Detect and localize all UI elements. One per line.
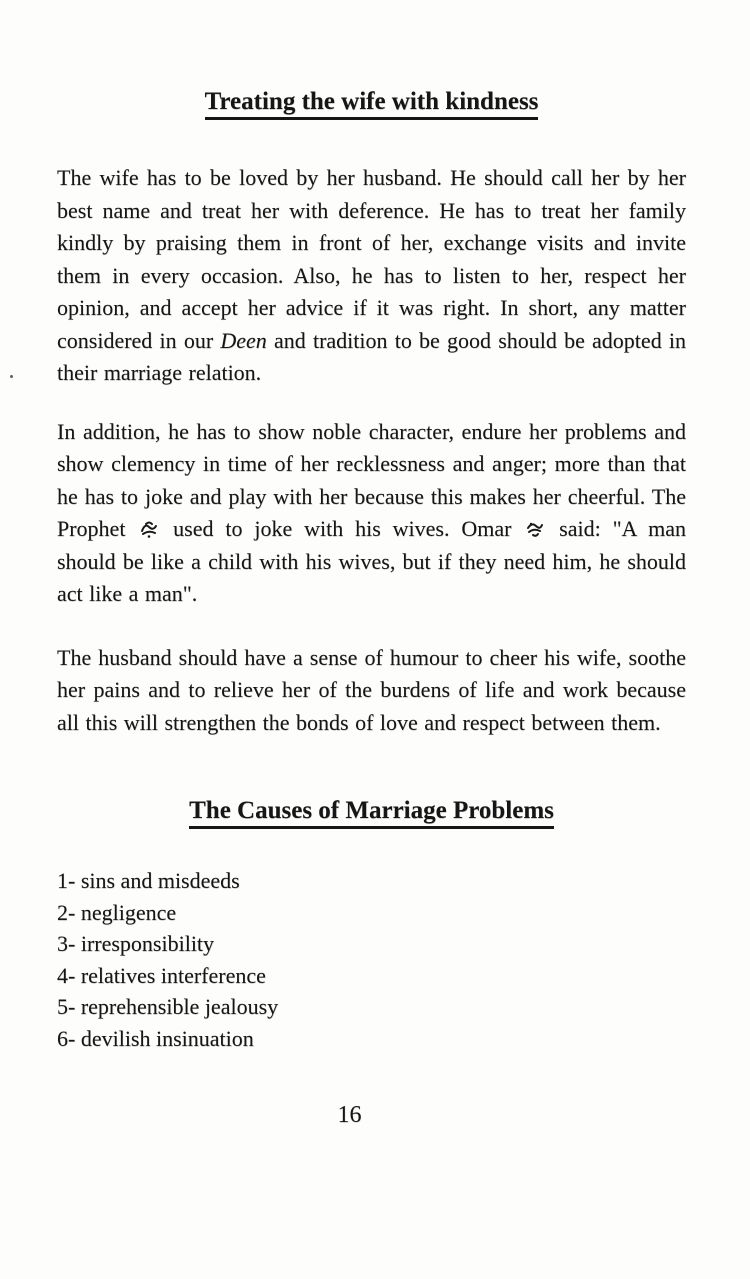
paragraph-text: The wife has to be loved by her husband. He should call her by her best name and treat her with deference. He has to treat her family kindly by praising them in front of her, exchange visits and invite them in every occasion. Also, he has to listen to her, respect her opinion, and accept her advice if it was right. In short, any matter considered in our xyxy=(57,165,686,353)
radiallahu-anhu-calligraphy-icon xyxy=(525,519,545,539)
paragraph-text: and tradition to be good should be adopted in their marriage relation. xyxy=(57,327,687,385)
section-heading-treating-wife xyxy=(57,86,686,118)
heading-text: The Causes of Marriage Problems xyxy=(189,797,554,829)
section-heading-causes xyxy=(57,795,686,827)
paragraph-text: used to joke with his wives. Omar xyxy=(161,516,524,541)
cause-item: 4- relatives interference xyxy=(57,962,266,988)
cause-item: 2- negligence xyxy=(57,899,177,925)
page-number: 16 xyxy=(337,1102,362,1128)
cause-item: 5- reprehensible jealousy xyxy=(57,994,279,1019)
heading-text: Treating the wife with kindness xyxy=(205,88,539,120)
paragraph-text: In addition, he has to show noble character, endure her problems and show clemency in time of her recklessness and anger; more than that he has to joke and play with her because this makes her cheerful. The Prophet xyxy=(57,418,686,541)
cause-item: 6- devilish insinuation xyxy=(57,1025,254,1051)
paragraph-noble-character xyxy=(57,416,686,611)
scan-artifact-dot xyxy=(10,375,13,378)
paragraph-sense-of-humour: The husband should have a sense of humour to cheer his wife, soothe her pains and to relieve her of the burdens of life and work because all this will strengthen the bonds of love and respect between them. xyxy=(57,644,686,735)
sallallahu-alayhi-wa-sallam-calligraphy-icon xyxy=(139,519,159,539)
italic-term-deen: Deen xyxy=(220,327,267,353)
causes-list xyxy=(57,865,686,1054)
paragraph-wife-loved xyxy=(57,162,686,390)
cause-item: 1- sins and misdeeds xyxy=(57,868,240,893)
cause-item: 3- irresponsibility xyxy=(57,931,215,956)
paragraph-text: said: "A man should be like a child with his wives, but if they need him, he should act like a man". xyxy=(57,516,686,606)
